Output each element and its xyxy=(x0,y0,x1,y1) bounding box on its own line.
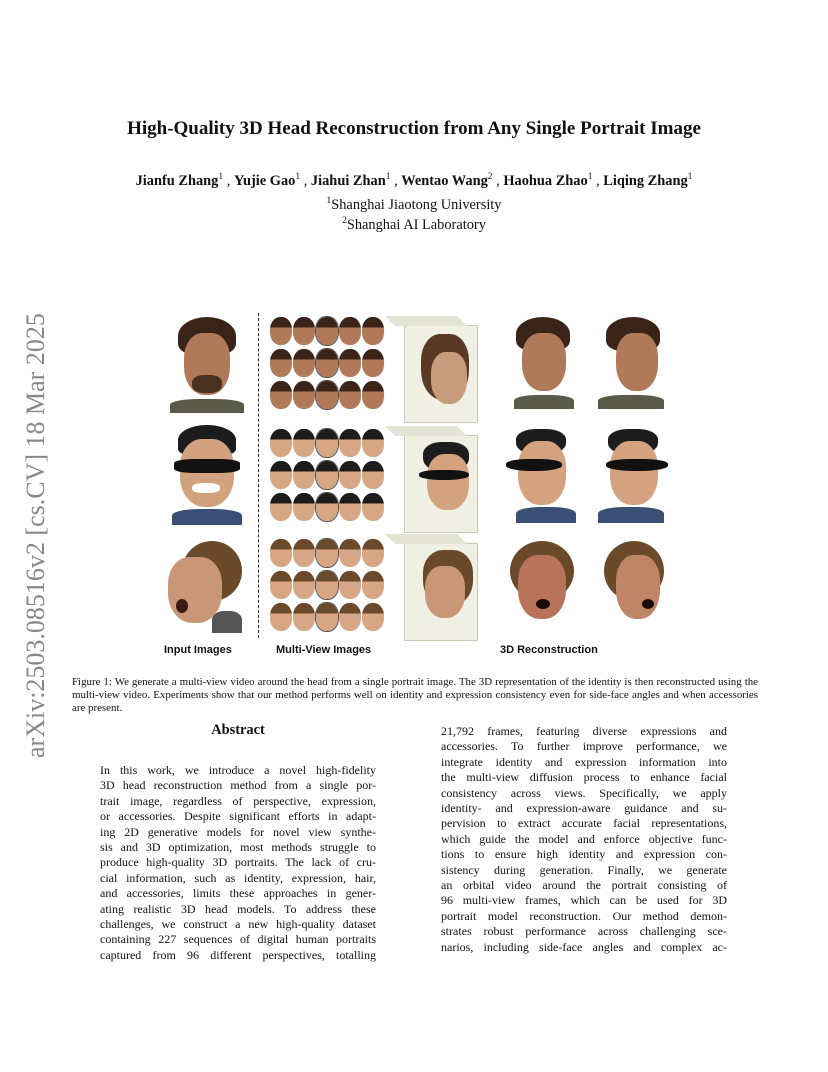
input-face-3 xyxy=(162,541,246,633)
input-face-2 xyxy=(166,425,246,525)
multiview-thumb xyxy=(339,381,361,409)
multiview-thumb xyxy=(293,381,315,409)
recon-face-2b xyxy=(594,429,670,523)
point-cloud-box-3 xyxy=(404,543,478,641)
recon-face-3b xyxy=(600,541,670,635)
abstract-line: an orbital video around the portrait consisting of xyxy=(441,878,727,893)
multiview-thumb xyxy=(316,539,338,567)
author-6 xyxy=(603,173,692,189)
input-face-1 xyxy=(170,315,242,411)
multiview-thumb xyxy=(270,381,292,409)
author-affiliation-mark: 1 xyxy=(295,172,301,182)
affiliation-1 xyxy=(0,196,828,214)
author-affiliation-mark: 1 xyxy=(218,172,224,182)
abstract-line: 96 multi-view frames, which can be used for 3D xyxy=(441,893,727,908)
author-name: Wentao Wang xyxy=(401,172,488,189)
multiview-thumb xyxy=(339,429,361,457)
multiview-thumb xyxy=(293,603,315,631)
multiview-thumb xyxy=(339,571,361,599)
abstract-line: produce high-quality 3D portraits. The lack of cru- xyxy=(100,855,376,870)
abstract-line: portrait model reconstruction. Our method demon- xyxy=(441,908,727,923)
multiview-thumb xyxy=(362,493,384,521)
abstract-line: In this work, we introduce a novel high-fidelity xyxy=(100,763,376,777)
author-affiliation-mark: 1 xyxy=(385,172,391,182)
abstract-line: containing 227 sequences of digital human portraits xyxy=(100,932,376,947)
multiview-thumb xyxy=(316,461,338,489)
multiview-thumb xyxy=(316,493,338,521)
abstract-heading: Abstract xyxy=(211,722,265,738)
multiview-thumb xyxy=(339,317,361,345)
abstract-line: challenges, we construct a new high-quality dataset xyxy=(100,917,376,932)
abstract-line: tions to ensure high identity and expression con- xyxy=(441,847,727,862)
recon-face-1b xyxy=(598,317,666,409)
arxiv-stamp-text: arXiv:2503.08516v2 [cs.CV] 18 Mar 2025 xyxy=(21,313,50,758)
author-name: Jianfu Zhang xyxy=(135,172,219,189)
affiliation-1-num: 1 xyxy=(326,196,332,206)
multiview-thumb xyxy=(362,429,384,457)
abstract-line: captured from 96 different perspectives, totalling xyxy=(100,947,376,962)
multiview-thumb xyxy=(293,349,315,377)
abstract-line: 3D head reconstruction method from a single por- xyxy=(100,778,376,793)
multiview-thumb xyxy=(339,461,361,489)
multiview-grid-1 xyxy=(268,315,386,415)
multiview-thumb xyxy=(339,493,361,521)
multiview-thumb xyxy=(270,571,292,599)
multiview-thumb xyxy=(270,317,292,345)
multiview-thumb xyxy=(362,539,384,567)
multiview-thumb xyxy=(316,571,338,599)
abstract-line: trait image, regardless of perspective, expression, xyxy=(100,793,376,808)
multiview-thumb xyxy=(362,603,384,631)
author-name: Yujie Gao xyxy=(233,172,296,189)
abstract-line: narios, including side-face angles and complex ac- xyxy=(441,939,727,954)
author-affiliation-mark: 2 xyxy=(487,172,493,182)
abstract-line: cial information, such as identity, expression, hair, xyxy=(100,870,376,885)
abstract-line: sistency during generation. Finally, we generate xyxy=(441,862,727,877)
abstract-line: integrate identity and expression information into xyxy=(441,754,727,769)
multiview-thumb xyxy=(362,317,384,345)
multiview-thumb xyxy=(316,349,338,377)
point-cloud-box-1 xyxy=(404,325,478,423)
abstract-line: accessories. To further improve performance, we xyxy=(441,739,727,754)
label-3d-reconstruction: 3D Reconstruction xyxy=(500,644,598,656)
multiview-thumb xyxy=(316,429,338,457)
multiview-thumb xyxy=(339,539,361,567)
multiview-thumb xyxy=(293,493,315,521)
label-multiview-images: Multi-View Images xyxy=(276,644,372,656)
label-input-images: Input Images xyxy=(164,644,232,656)
multiview-thumb xyxy=(270,429,292,457)
author-name: Liqing Zhang xyxy=(603,172,688,189)
multiview-thumb xyxy=(293,317,315,345)
author-name: Jiahui Zhan xyxy=(310,172,386,189)
multiview-thumb xyxy=(362,349,384,377)
multiview-thumb xyxy=(316,603,338,631)
author-4 xyxy=(401,173,492,189)
abstract-line: ing 2D generative models for novel view synthe- xyxy=(100,824,376,839)
author-list: Jianfu Zhang$^1$ , Yujie Gao$^1$ , Jiahui Zhan$^1$ , Wentao Wang$^2$ , Haohua Zhao$^1$ , Liqing Zhang$^1$ xyxy=(135,172,693,189)
multiview-thumb xyxy=(293,429,315,457)
figure-caption: Figure 1: We generate a multi-view video around the head from a single portrait image. The 3D representation of the identity is then reconstructed using the multi-view video. Experiments show that our method performs well on identity and expression consistency even for side-face angles and when accessories are present. xyxy=(72,676,758,714)
recon-face-3a xyxy=(506,541,578,635)
multiview-thumb xyxy=(270,349,292,377)
abstract-line: identity- and expression-aware guidance and su- xyxy=(441,801,727,816)
abstract-line: consistency across views. Specifically, we apply xyxy=(441,785,727,800)
affiliation-2 xyxy=(0,216,828,234)
author-affiliation-mark: 1 xyxy=(687,172,693,182)
multiview-thumb xyxy=(270,493,292,521)
author-affiliation-mark: 1 xyxy=(587,172,593,182)
author-1 xyxy=(136,173,224,189)
multiview-thumb xyxy=(316,381,338,409)
multiview-thumb xyxy=(293,539,315,567)
multiview-thumb xyxy=(316,317,338,345)
multiview-thumb xyxy=(270,539,292,567)
abstract-line: 21,792 frames, featuring diverse expressions and xyxy=(441,724,727,738)
recon-face-2a xyxy=(506,429,580,523)
arxiv-side-stamp xyxy=(14,282,54,762)
recon-face-1a xyxy=(512,317,576,409)
point-cloud-box-2 xyxy=(404,435,478,533)
abstract-line: strates robust performance across challenging sce- xyxy=(441,924,727,939)
multiview-thumb xyxy=(293,571,315,599)
abstract-line: pervision to extract accurate facial representations, xyxy=(441,816,727,831)
abstract-line: ating realistic 3D head models. To address these xyxy=(100,901,376,916)
abstract-line: or accessories. Despite significant efforts in adapt- xyxy=(100,809,376,824)
multiview-thumb xyxy=(270,461,292,489)
abstract-line: the multi-view diffusion process to enhance facial xyxy=(441,770,727,785)
multiview-thumb xyxy=(270,603,292,631)
multiview-thumb xyxy=(362,461,384,489)
abstract-line: and accessories, limits these approaches in gener- xyxy=(100,886,376,901)
author-name: Haohua Zhao xyxy=(503,172,588,189)
multiview-thumb xyxy=(339,603,361,631)
affiliation-1-name: Shanghai Jiaotong University xyxy=(331,196,502,213)
multiview-thumb xyxy=(362,571,384,599)
author-2 xyxy=(234,173,300,189)
paper-title: High-Quality 3D Head Reconstruction from Any Single Portrait Image xyxy=(127,118,701,139)
abstract-right-column xyxy=(441,724,727,955)
author-3 xyxy=(311,173,391,189)
multiview-thumb xyxy=(293,461,315,489)
multiview-grid-2 xyxy=(268,427,386,527)
multiview-grid-3 xyxy=(268,537,386,637)
abstract-line: sis and 3D optimization, most methods struggle to xyxy=(100,840,376,855)
abstract-left-column xyxy=(100,763,376,963)
multiview-thumb xyxy=(362,381,384,409)
figure-divider xyxy=(258,313,259,638)
affiliation-2-num: 2 xyxy=(342,216,347,226)
teaser-figure xyxy=(150,305,690,665)
author-5 xyxy=(503,173,592,189)
multiview-thumb xyxy=(339,349,361,377)
abstract-line: which guide the model and enforce objective func- xyxy=(441,831,727,846)
affiliation-2-name: Shanghai AI Laboratory xyxy=(346,216,486,233)
